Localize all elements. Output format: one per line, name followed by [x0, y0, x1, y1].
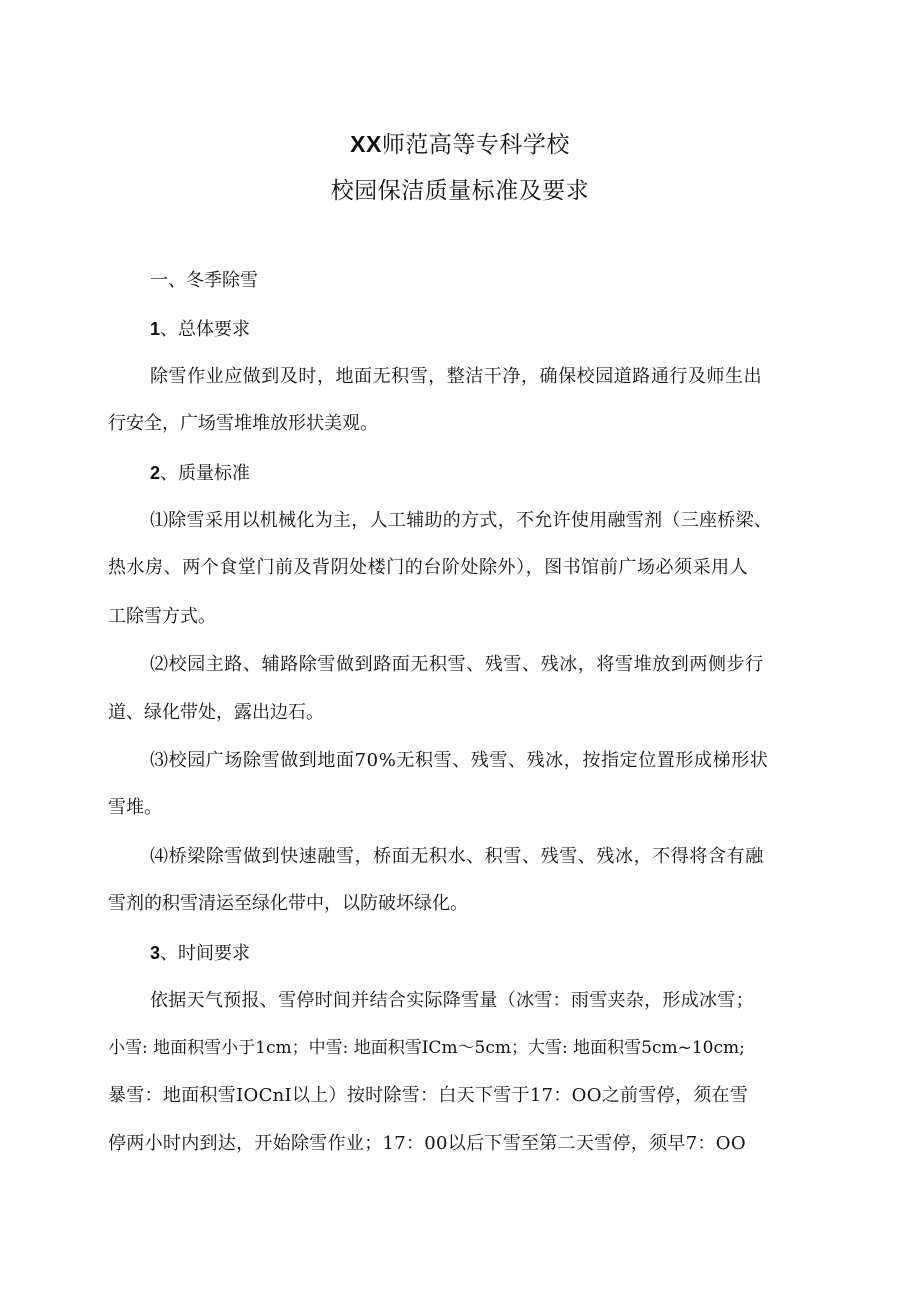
paragraph-line: 道、绿化带处，露出边石。 [108, 702, 324, 723]
subheading-label: 、质量标准 [160, 463, 251, 484]
subheading-number: 2 [150, 463, 161, 483]
subheading-number: 3 [150, 943, 161, 963]
paragraph-line: 行安全，广场雪堆堆放形状美观。 [108, 413, 378, 434]
subheading-label: 、时间要求 [160, 943, 251, 964]
paragraph-line: ⑴除雪采用以机械化为主，人工辅助的方式，不允许使用融雪剂（三座桥梁、 [150, 510, 773, 531]
paragraph-line: 热水房、两个食堂门前及背阴处楼门的台阶处除外），图书馆前广场必须采用人 [108, 557, 749, 578]
document-title-line-1 [0, 126, 920, 159]
subheading-time-requirements [150, 940, 250, 967]
paragraph-line: 雪堆。 [108, 797, 162, 818]
subheading-quality-standards [150, 460, 250, 487]
subheading-number: 1 [150, 319, 161, 339]
title-institution: 师范高等专科学校 [381, 132, 570, 158]
document-title-line-2: 校园保洁质量标准及要求 [330, 178, 590, 204]
paragraph-line: ⑷桥梁除雪做到快速融雪，桥面无积水、积雪、残雪、残冰，不得将含有融 [150, 846, 764, 867]
paragraph-line: 小雪: 地面积雪小于1cm；中雪: 地面积雪ICm～5cm；大雪: 地面积雪5cm~10cm; [108, 1038, 745, 1058]
paragraph-line: 暴雪：地面积雪IOCnI以上）按时除雪：白天下雪于17：OO之前雪停，须在雪 [108, 1085, 749, 1106]
section-heading-winter-snow-removal: 一、冬季除雪 [150, 270, 258, 291]
subheading-label: 、总体要求 [160, 319, 251, 340]
title-prefix: XX [350, 131, 382, 157]
paragraph-line: 依据天气预报、雪停时间并结合实际降雪量（冰雪：雨雪夹杂，形成冰雪； [150, 990, 754, 1011]
paragraph-line: ⑶校园广场除雪做到地面70%无积雪、残雪、残冰，按指定位置形成梯形状 [150, 750, 769, 771]
paragraph-line: 工除雪方式。 [108, 606, 216, 627]
paragraph-line: ⑵校园主路、辅路除雪做到路面无积雪、残雪、残冰，将雪堆放到两侧步行 [150, 654, 764, 675]
paragraph-line: 停两小时内到达，开始除雪作业；17：00以后下雪至第二天雪停，须早7：OO [108, 1133, 746, 1154]
paragraph-line: 雪剂的积雪清运至绿化带中，以防破坏绿化。 [108, 893, 468, 914]
subheading-general-requirements [150, 316, 250, 343]
paragraph-line: 除雪作业应做到及时，地面无积雪，整洁干净，确保校园道路通行及师生出 [150, 366, 763, 387]
